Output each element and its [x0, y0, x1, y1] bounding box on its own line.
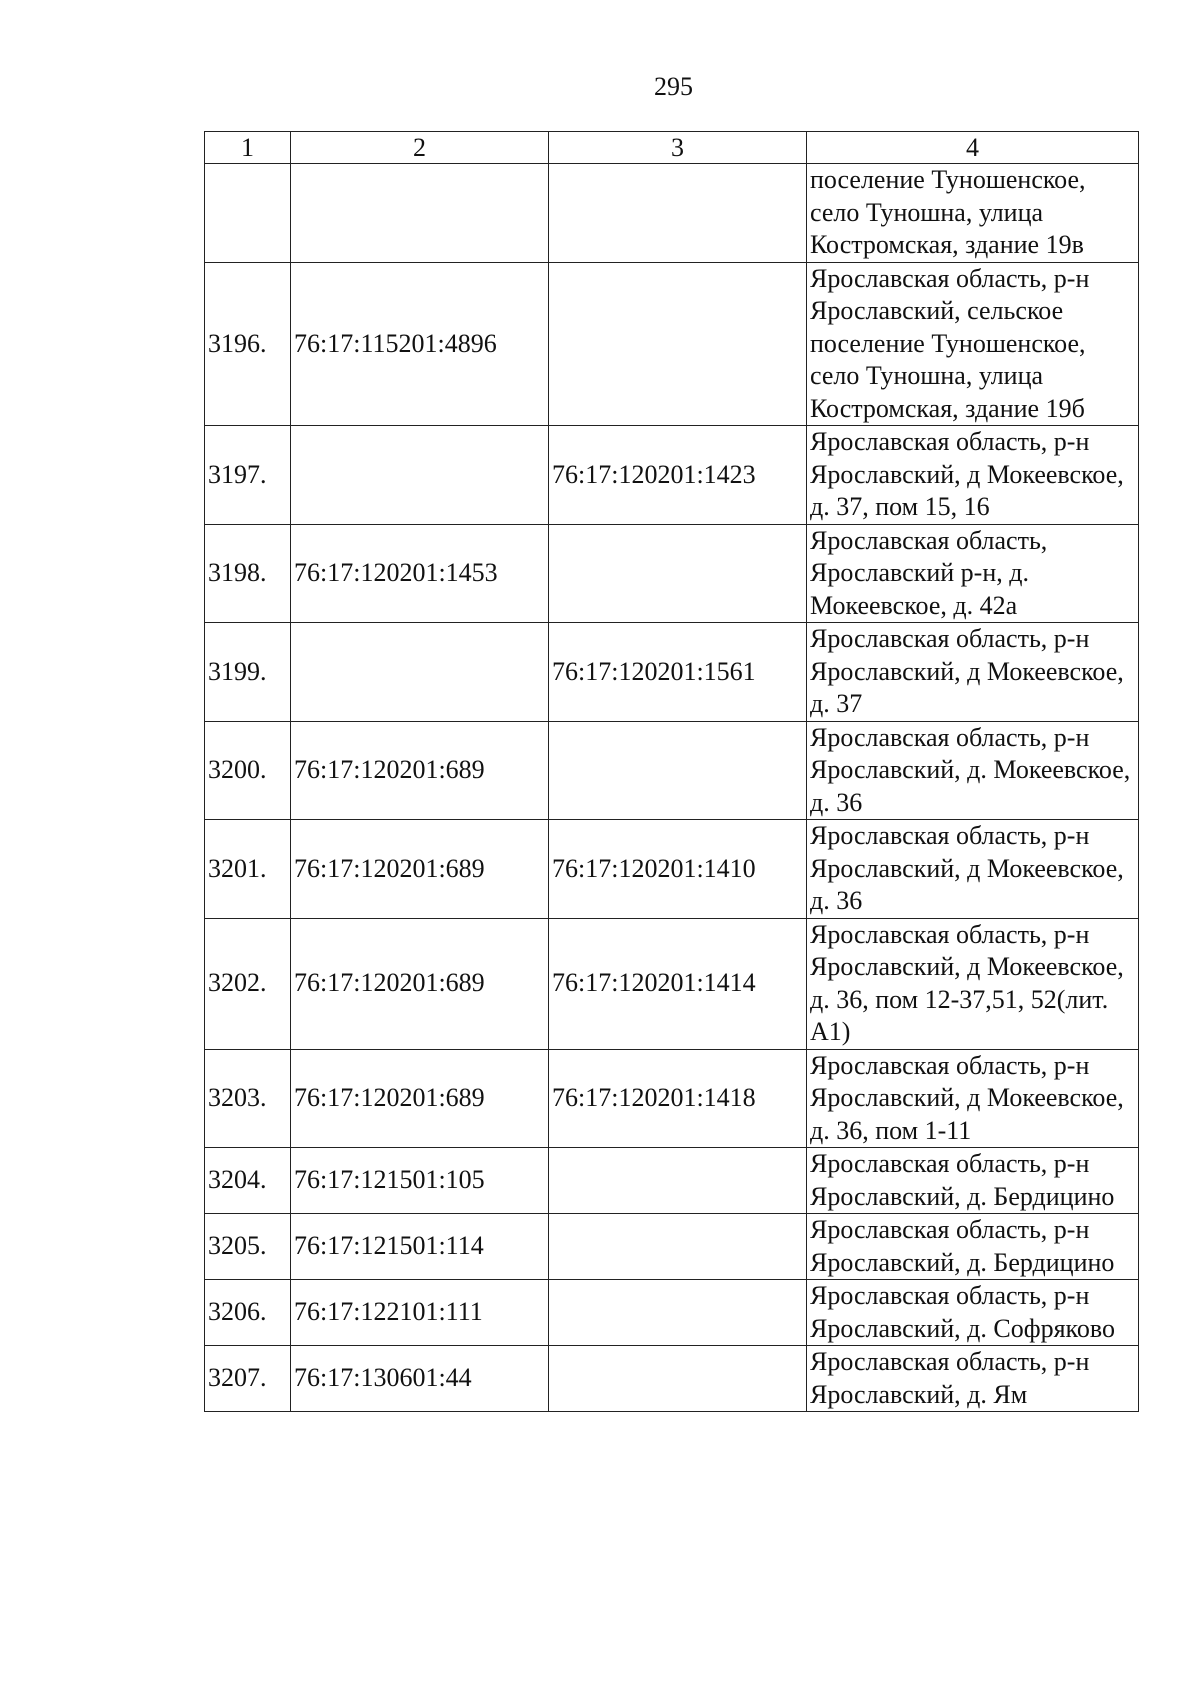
row-number: 3205.: [205, 1214, 291, 1280]
table-header-row: [205, 132, 1139, 164]
row-number: 3196.: [205, 262, 291, 426]
address: Ярославская область, р-н Ярославский, д. Мокеевское, д. 36: [807, 721, 1139, 820]
cadastral-number: 76:17:122101:111: [291, 1280, 549, 1346]
row-number: 3198.: [205, 524, 291, 623]
premises-number: 76:17:120201:1414: [549, 918, 807, 1049]
premises-number: [549, 1346, 807, 1412]
table-row: [205, 164, 1139, 263]
table-row: [205, 1346, 1139, 1412]
row-number: 3207.: [205, 1346, 291, 1412]
cadastral-number: [291, 426, 549, 525]
table-row: [205, 721, 1139, 820]
row-number: 3201.: [205, 820, 291, 919]
address: Ярославская область, р-н Ярославский, сельское поселение Туношенское, село Туношна, улица Костромская, здание 19б: [807, 262, 1139, 426]
cadastral-number: 76:17:120201:689: [291, 820, 549, 919]
header-col-4: 4: [807, 132, 1139, 164]
cadastral-number: 76:17:121501:105: [291, 1148, 549, 1214]
row-number: 3204.: [205, 1148, 291, 1214]
header-col-3: 3: [549, 132, 807, 164]
address: поселение Туношенское, село Туношна, улица Костромская, здание 19в: [807, 164, 1139, 263]
cadastral-table: [204, 131, 1139, 1412]
cadastral-number: 76:17:115201:4896: [291, 262, 549, 426]
row-number: 3197.: [205, 426, 291, 525]
address: Ярославская область, р-н Ярославский, д Мокеевское, д. 37, пом 15, 16: [807, 426, 1139, 525]
row-number: [205, 164, 291, 263]
cadastral-number: 76:17:120201:1453: [291, 524, 549, 623]
premises-number: [549, 164, 807, 263]
premises-number: 76:17:120201:1410: [549, 820, 807, 919]
address: Ярославская область, р-н Ярославский, д. Софряково: [807, 1280, 1139, 1346]
table-row: [205, 1214, 1139, 1280]
row-number: 3203.: [205, 1049, 291, 1148]
row-number: 3206.: [205, 1280, 291, 1346]
table-row: [205, 262, 1139, 426]
premises-number: [549, 1214, 807, 1280]
premises-number: [549, 1148, 807, 1214]
address: Ярославская область, р-н Ярославский, д Мокеевское, д. 36, пом 1-11: [807, 1049, 1139, 1148]
premises-number: [549, 262, 807, 426]
premises-number: 76:17:120201:1561: [549, 623, 807, 722]
table-row: [205, 820, 1139, 919]
row-number: 3202.: [205, 918, 291, 1049]
row-number: 3200.: [205, 721, 291, 820]
cadastral-number: 76:17:120201:689: [291, 721, 549, 820]
cadastral-number: 76:17:121501:114: [291, 1214, 549, 1280]
address: Ярославская область, р-н Ярославский, д Мокеевское, д. 37: [807, 623, 1139, 722]
address: Ярославская область, р-н Ярославский, д. Бердицино: [807, 1214, 1139, 1280]
table-row: [205, 623, 1139, 722]
table-row: [205, 1280, 1139, 1346]
header-col-1: 1: [205, 132, 291, 164]
premises-number: 76:17:120201:1418: [549, 1049, 807, 1148]
address: Ярославская область, р-н Ярославский, д. Ям: [807, 1346, 1139, 1412]
address: Ярославская область, р-н Ярославский, д Мокеевское, д. 36: [807, 820, 1139, 919]
cadastral-number: [291, 623, 549, 722]
cadastral-number: 76:17:130601:44: [291, 1346, 549, 1412]
table-row: [205, 426, 1139, 525]
premises-number: 76:17:120201:1423: [549, 426, 807, 525]
table-row: [205, 918, 1139, 1049]
premises-number: [549, 524, 807, 623]
table-row: [205, 524, 1139, 623]
row-number: 3199.: [205, 623, 291, 722]
cadastral-number: 76:17:120201:689: [291, 918, 549, 1049]
table-row: [205, 1049, 1139, 1148]
address: Ярославская область, р-н Ярославский, д. Бердицино: [807, 1148, 1139, 1214]
premises-number: [549, 721, 807, 820]
table-row: [205, 1148, 1139, 1214]
header-col-2: 2: [291, 132, 549, 164]
cadastral-number: [291, 164, 549, 263]
address: Ярославская область, Ярославский р-н, д. Мокеевское, д. 42а: [807, 524, 1139, 623]
address: Ярославская область, р-н Ярославский, д Мокеевское, д. 36, пом 12-37,51, 52(лит. А1): [807, 918, 1139, 1049]
page-number: 295: [654, 72, 693, 101]
premises-number: [549, 1280, 807, 1346]
cadastral-number: 76:17:120201:689: [291, 1049, 549, 1148]
